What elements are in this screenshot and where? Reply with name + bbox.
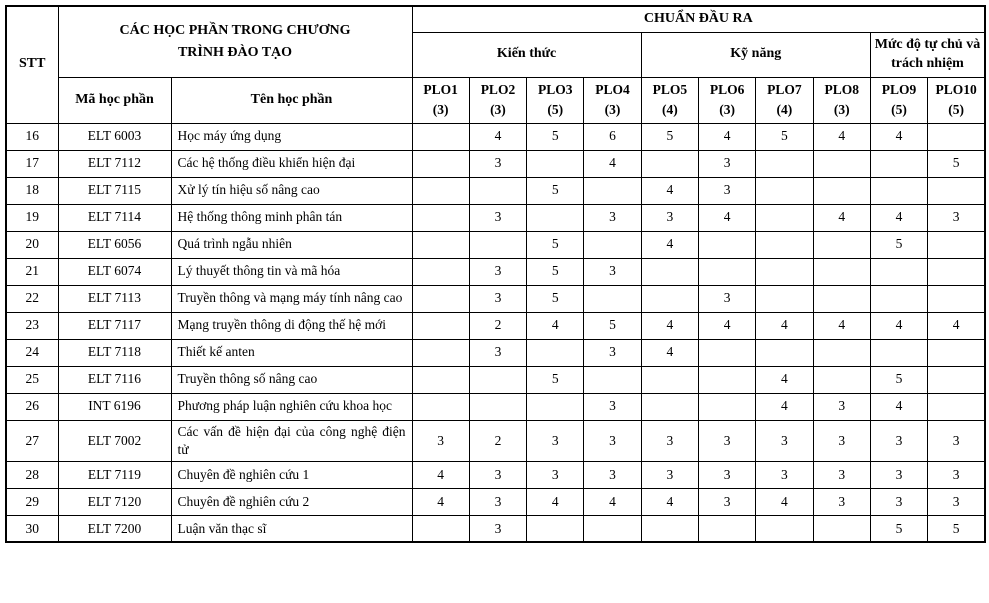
course-code-cell: ELT 6003 xyxy=(58,123,171,150)
plo-value-cell xyxy=(527,515,584,542)
plo-value-cell xyxy=(469,231,526,258)
plo-value-cell: 3 xyxy=(928,461,985,488)
plo-column-header xyxy=(756,77,813,123)
course-code-cell: ELT 7120 xyxy=(58,488,171,515)
plo-value-cell: 5 xyxy=(527,366,584,393)
plo-value-cell: 3 xyxy=(469,488,526,515)
plo-value-cell: 4 xyxy=(813,312,870,339)
plo-value-cell: 4 xyxy=(469,123,526,150)
plo-name-label: PLO5 xyxy=(652,82,688,98)
plo-value-cell xyxy=(584,366,641,393)
plo-value-cell xyxy=(870,339,927,366)
row-number-cell: 28 xyxy=(6,461,58,488)
plo-value-cell: 4 xyxy=(813,204,870,231)
plo-value-cell xyxy=(527,339,584,366)
row-number-cell: 17 xyxy=(6,150,58,177)
plo-value-cell xyxy=(870,258,927,285)
plo-value-cell: 5 xyxy=(756,123,813,150)
course-name-column-header: Tên học phần xyxy=(171,77,412,123)
plo-value-cell xyxy=(412,312,469,339)
plo-value-cell xyxy=(928,366,985,393)
plo-value-cell: 5 xyxy=(870,231,927,258)
plo-value-cell: 3 xyxy=(584,420,641,461)
row-number-cell: 22 xyxy=(6,285,58,312)
plo-value-cell: 4 xyxy=(412,461,469,488)
plo-value-cell xyxy=(412,515,469,542)
plo-value-cell xyxy=(698,366,755,393)
plo-value-cell: 4 xyxy=(928,312,985,339)
plo-value-cell: 4 xyxy=(870,123,927,150)
plo-column-header xyxy=(698,77,755,123)
course-row xyxy=(6,285,985,312)
plo-name-label: PLO3 xyxy=(537,82,573,98)
plo-value-cell: 4 xyxy=(641,339,698,366)
course-code-cell: INT 6196 xyxy=(58,393,171,420)
course-code-cell: ELT 7200 xyxy=(58,515,171,542)
plo-value-cell xyxy=(641,258,698,285)
plo-value-cell: 4 xyxy=(641,231,698,258)
plo-name-label: PLO2 xyxy=(480,82,516,98)
plo-value-cell: 5 xyxy=(527,177,584,204)
course-name-cell: Học máy ứng dụng xyxy=(171,123,412,150)
plo-value-cell xyxy=(756,204,813,231)
plo-value-cell: 3 xyxy=(756,420,813,461)
plo-value-cell xyxy=(412,393,469,420)
plo-value-cell xyxy=(412,339,469,366)
plo-value-cell xyxy=(928,285,985,312)
plo-name-label: PLO1 xyxy=(423,82,458,98)
plo-value-cell xyxy=(412,123,469,150)
plo-value-cell xyxy=(412,204,469,231)
plo-value-cell: 5 xyxy=(928,150,985,177)
course-name-cell: Mạng truyền thông di động thế hệ mới xyxy=(171,312,412,339)
plo-value-cell: 4 xyxy=(584,488,641,515)
course-name-cell: Truyền thông và mạng máy tính nâng cao xyxy=(171,285,412,312)
plo-value-cell xyxy=(813,177,870,204)
course-code-cell: ELT 6056 xyxy=(58,231,171,258)
plo-value-cell: 4 xyxy=(527,488,584,515)
course-row xyxy=(6,515,985,542)
course-code-cell: ELT 7112 xyxy=(58,150,171,177)
course-row xyxy=(6,204,985,231)
course-row xyxy=(6,123,985,150)
plo-value-cell: 4 xyxy=(641,488,698,515)
plo-value-cell: 5 xyxy=(870,366,927,393)
course-name-cell: Xử lý tín hiệu số nâng cao xyxy=(171,177,412,204)
plo-value-cell: 3 xyxy=(584,339,641,366)
plo-value-cell: 4 xyxy=(698,312,755,339)
plo-value-cell xyxy=(412,285,469,312)
plo-value-cell xyxy=(641,285,698,312)
row-number-cell: 19 xyxy=(6,204,58,231)
plo-name-label: PLO8 xyxy=(824,82,859,98)
plo-column-header xyxy=(870,77,927,123)
plo-value-cell xyxy=(756,150,813,177)
plo-value-cell: 3 xyxy=(813,420,870,461)
course-code-cell: ELT 7117 xyxy=(58,312,171,339)
course-row xyxy=(6,177,985,204)
plo-column-header xyxy=(641,77,698,123)
plo-value-cell xyxy=(641,515,698,542)
plo-level-label: (4) xyxy=(661,102,678,117)
plo-value-cell: 6 xyxy=(584,123,641,150)
plo-value-cell: 3 xyxy=(928,488,985,515)
plo-value-cell: 3 xyxy=(469,150,526,177)
plo-value-cell xyxy=(698,231,755,258)
plo-value-cell: 4 xyxy=(584,150,641,177)
plo-value-cell: 3 xyxy=(870,461,927,488)
plo-value-cell xyxy=(469,177,526,204)
plo-value-cell xyxy=(813,231,870,258)
plo-value-cell xyxy=(813,339,870,366)
plo-value-cell xyxy=(412,177,469,204)
plo-value-cell xyxy=(928,123,985,150)
plo-value-cell: 4 xyxy=(870,204,927,231)
plo-level-label: (3) xyxy=(719,102,735,117)
row-number-cell: 16 xyxy=(6,123,58,150)
plo-level-label: (5) xyxy=(948,102,965,117)
plo-value-cell xyxy=(928,339,985,366)
plo-value-cell: 3 xyxy=(641,420,698,461)
plo-value-cell xyxy=(584,515,641,542)
plo-value-cell xyxy=(813,258,870,285)
course-name-cell: Các hệ thống điều khiển hiện đại xyxy=(171,150,412,177)
plo-value-cell: 4 xyxy=(641,312,698,339)
course-row xyxy=(6,258,985,285)
row-number-cell: 26 xyxy=(6,393,58,420)
course-row xyxy=(6,231,985,258)
plo-value-cell: 2 xyxy=(469,312,526,339)
plo-value-cell xyxy=(412,231,469,258)
plo-column-header xyxy=(813,77,870,123)
row-number-cell: 27 xyxy=(6,420,58,461)
plo-value-cell xyxy=(527,150,584,177)
plo-level-label: (3) xyxy=(833,102,850,117)
plo-value-cell xyxy=(584,285,641,312)
course-name-cell: Luận văn thạc sĩ xyxy=(171,515,412,542)
plo-value-cell: 3 xyxy=(813,393,870,420)
plo-level-label: (3) xyxy=(432,102,449,117)
plo-value-cell: 3 xyxy=(584,393,641,420)
course-row xyxy=(6,339,985,366)
plo-level-label: (3) xyxy=(490,102,506,117)
plo-value-cell: 3 xyxy=(584,461,641,488)
plo-value-cell xyxy=(813,150,870,177)
plo-value-cell: 3 xyxy=(698,285,755,312)
plo-value-cell: 3 xyxy=(584,204,641,231)
plo-value-cell: 2 xyxy=(469,420,526,461)
plo-value-cell: 3 xyxy=(469,461,526,488)
course-code-cell: ELT 7119 xyxy=(58,461,171,488)
plo-value-cell: 4 xyxy=(870,393,927,420)
course-name-cell: Hệ thống thông minh phân tán xyxy=(171,204,412,231)
plo-value-cell: 3 xyxy=(469,515,526,542)
plo-value-cell: 5 xyxy=(870,515,927,542)
plo-value-cell xyxy=(527,204,584,231)
plo-value-cell: 5 xyxy=(527,258,584,285)
plo-value-cell: 3 xyxy=(928,420,985,461)
plo-value-cell xyxy=(527,393,584,420)
course-code-cell: ELT 7002 xyxy=(58,420,171,461)
plo-value-cell: 3 xyxy=(928,204,985,231)
plo-value-cell xyxy=(641,366,698,393)
course-row xyxy=(6,461,985,488)
table-header xyxy=(6,6,985,123)
plo-column-header xyxy=(469,77,526,123)
courses-group-header xyxy=(58,6,412,77)
plo-value-cell: 3 xyxy=(412,420,469,461)
plo-value-cell xyxy=(870,285,927,312)
course-name-cell: Chuyên đề nghiên cứu 1 xyxy=(171,461,412,488)
plo-value-cell xyxy=(870,177,927,204)
plo-value-cell: 3 xyxy=(756,461,813,488)
plo-value-cell: 4 xyxy=(870,312,927,339)
plo-value-cell xyxy=(756,285,813,312)
course-row xyxy=(6,420,985,461)
course-code-cell: ELT 7115 xyxy=(58,177,171,204)
plo-value-cell: 3 xyxy=(641,204,698,231)
plo-value-cell: 4 xyxy=(641,177,698,204)
course-name-cell: Phương pháp luận nghiên cứu khoa học xyxy=(171,393,412,420)
course-name-cell: Truyền thông số nâng cao xyxy=(171,366,412,393)
plo-value-cell: 4 xyxy=(412,488,469,515)
course-name-cell: Các vấn đề hiện đại của công nghệ điện tử xyxy=(171,420,412,461)
header-row-groups xyxy=(6,6,985,32)
plo-level-label: (4) xyxy=(776,102,793,117)
outcomes-group-header: CHUẨN ĐẦU RA xyxy=(412,6,985,32)
plo-value-cell: 3 xyxy=(698,150,755,177)
course-row xyxy=(6,150,985,177)
plo-value-cell: 5 xyxy=(527,231,584,258)
plo-value-cell xyxy=(756,258,813,285)
row-number-cell: 30 xyxy=(6,515,58,542)
plo-name-label: PLO10 xyxy=(935,82,977,98)
plo-value-cell xyxy=(469,366,526,393)
plo-name-label: PLO9 xyxy=(881,82,917,98)
plo-value-cell xyxy=(584,177,641,204)
course-row xyxy=(6,312,985,339)
plo-value-cell xyxy=(412,258,469,285)
plo-value-cell xyxy=(584,231,641,258)
plo-value-cell: 3 xyxy=(870,488,927,515)
plo-value-cell: 3 xyxy=(698,461,755,488)
plo-value-cell xyxy=(698,339,755,366)
plo-value-cell xyxy=(928,393,985,420)
plo-value-cell: 3 xyxy=(527,420,584,461)
course-code-column-header: Mã học phần xyxy=(58,77,171,123)
row-number-cell: 25 xyxy=(6,366,58,393)
course-code-cell: ELT 6074 xyxy=(58,258,171,285)
course-row xyxy=(6,393,985,420)
plo-value-cell: 4 xyxy=(756,366,813,393)
plo-value-cell xyxy=(928,258,985,285)
plo-column-header xyxy=(527,77,584,123)
plo-value-cell: 3 xyxy=(469,258,526,285)
course-name-cell: Chuyên đề nghiên cứu 2 xyxy=(171,488,412,515)
plo-value-cell xyxy=(928,231,985,258)
plo-value-cell: 4 xyxy=(698,204,755,231)
plo-value-cell xyxy=(412,366,469,393)
plo-value-cell xyxy=(412,150,469,177)
course-name-cell: Thiết kế anten xyxy=(171,339,412,366)
plo-value-cell xyxy=(756,177,813,204)
plo-value-cell: 5 xyxy=(527,123,584,150)
plo-level-label: (5) xyxy=(547,102,564,117)
plo-value-cell: 3 xyxy=(698,420,755,461)
plo-name-label: PLO4 xyxy=(595,82,630,98)
plo-value-cell: 4 xyxy=(756,393,813,420)
stt-column-header: STT xyxy=(6,6,58,123)
plo-value-cell xyxy=(813,366,870,393)
course-name-cell: Lý thuyết thông tin và mã hóa xyxy=(171,258,412,285)
plo-value-cell: 4 xyxy=(527,312,584,339)
plo-value-cell xyxy=(870,150,927,177)
course-name-cell: Quá trình ngẫu nhiên xyxy=(171,231,412,258)
plo-value-cell xyxy=(756,339,813,366)
row-number-cell: 29 xyxy=(6,488,58,515)
subgroup-knowledge-header: Kiến thức xyxy=(412,32,641,77)
course-row xyxy=(6,366,985,393)
plo-value-cell: 5 xyxy=(928,515,985,542)
plo-value-cell xyxy=(698,258,755,285)
plo-value-cell: 3 xyxy=(813,488,870,515)
plo-value-cell: 4 xyxy=(813,123,870,150)
row-number-cell: 20 xyxy=(6,231,58,258)
plo-column-header xyxy=(412,77,469,123)
plo-name-label: PLO7 xyxy=(767,82,802,98)
table-body xyxy=(6,123,985,542)
plo-value-cell xyxy=(469,393,526,420)
plo-value-cell: 5 xyxy=(641,123,698,150)
row-number-cell: 23 xyxy=(6,312,58,339)
plo-value-cell: 5 xyxy=(527,285,584,312)
plo-value-cell xyxy=(698,515,755,542)
plo-value-cell: 3 xyxy=(469,204,526,231)
plo-value-cell: 3 xyxy=(698,488,755,515)
courses-group-label: CÁC HỌC PHẦN TRONG CHƯƠNG TRÌNH ĐÀO TẠO xyxy=(119,23,351,60)
plo-column-header xyxy=(928,77,985,123)
course-code-cell: ELT 7113 xyxy=(58,285,171,312)
plo-value-cell xyxy=(698,393,755,420)
course-code-cell: ELT 7116 xyxy=(58,366,171,393)
plo-value-cell: 3 xyxy=(527,461,584,488)
plo-value-cell xyxy=(756,231,813,258)
plo-value-cell xyxy=(641,150,698,177)
plo-value-cell: 4 xyxy=(756,488,813,515)
plo-value-cell: 3 xyxy=(469,339,526,366)
plo-value-cell: 3 xyxy=(870,420,927,461)
row-number-cell: 18 xyxy=(6,177,58,204)
plo-value-cell xyxy=(813,515,870,542)
subgroup-skills-header: Kỹ năng xyxy=(641,32,870,77)
header-row-columns xyxy=(6,77,985,123)
plo-value-cell: 4 xyxy=(698,123,755,150)
plo-value-cell: 3 xyxy=(698,177,755,204)
plo-value-cell: 4 xyxy=(756,312,813,339)
plo-value-cell: 3 xyxy=(584,258,641,285)
plo-column-header xyxy=(584,77,641,123)
plo-value-cell xyxy=(641,393,698,420)
plo-value-cell xyxy=(928,177,985,204)
plo-value-cell xyxy=(756,515,813,542)
curriculum-plo-matrix-table xyxy=(5,5,986,543)
plo-level-label: (3) xyxy=(604,102,621,117)
plo-value-cell xyxy=(813,285,870,312)
plo-value-cell: 3 xyxy=(641,461,698,488)
plo-value-cell: 3 xyxy=(813,461,870,488)
subgroup-autonomy-header: Mức độ tự chủ và trách nhiệm xyxy=(870,32,985,77)
plo-name-label: PLO6 xyxy=(709,82,745,98)
plo-value-cell: 3 xyxy=(469,285,526,312)
course-code-cell: ELT 7114 xyxy=(58,204,171,231)
plo-value-cell: 5 xyxy=(584,312,641,339)
plo-level-label: (5) xyxy=(891,102,907,117)
course-row xyxy=(6,488,985,515)
course-code-cell: ELT 7118 xyxy=(58,339,171,366)
row-number-cell: 24 xyxy=(6,339,58,366)
row-number-cell: 21 xyxy=(6,258,58,285)
